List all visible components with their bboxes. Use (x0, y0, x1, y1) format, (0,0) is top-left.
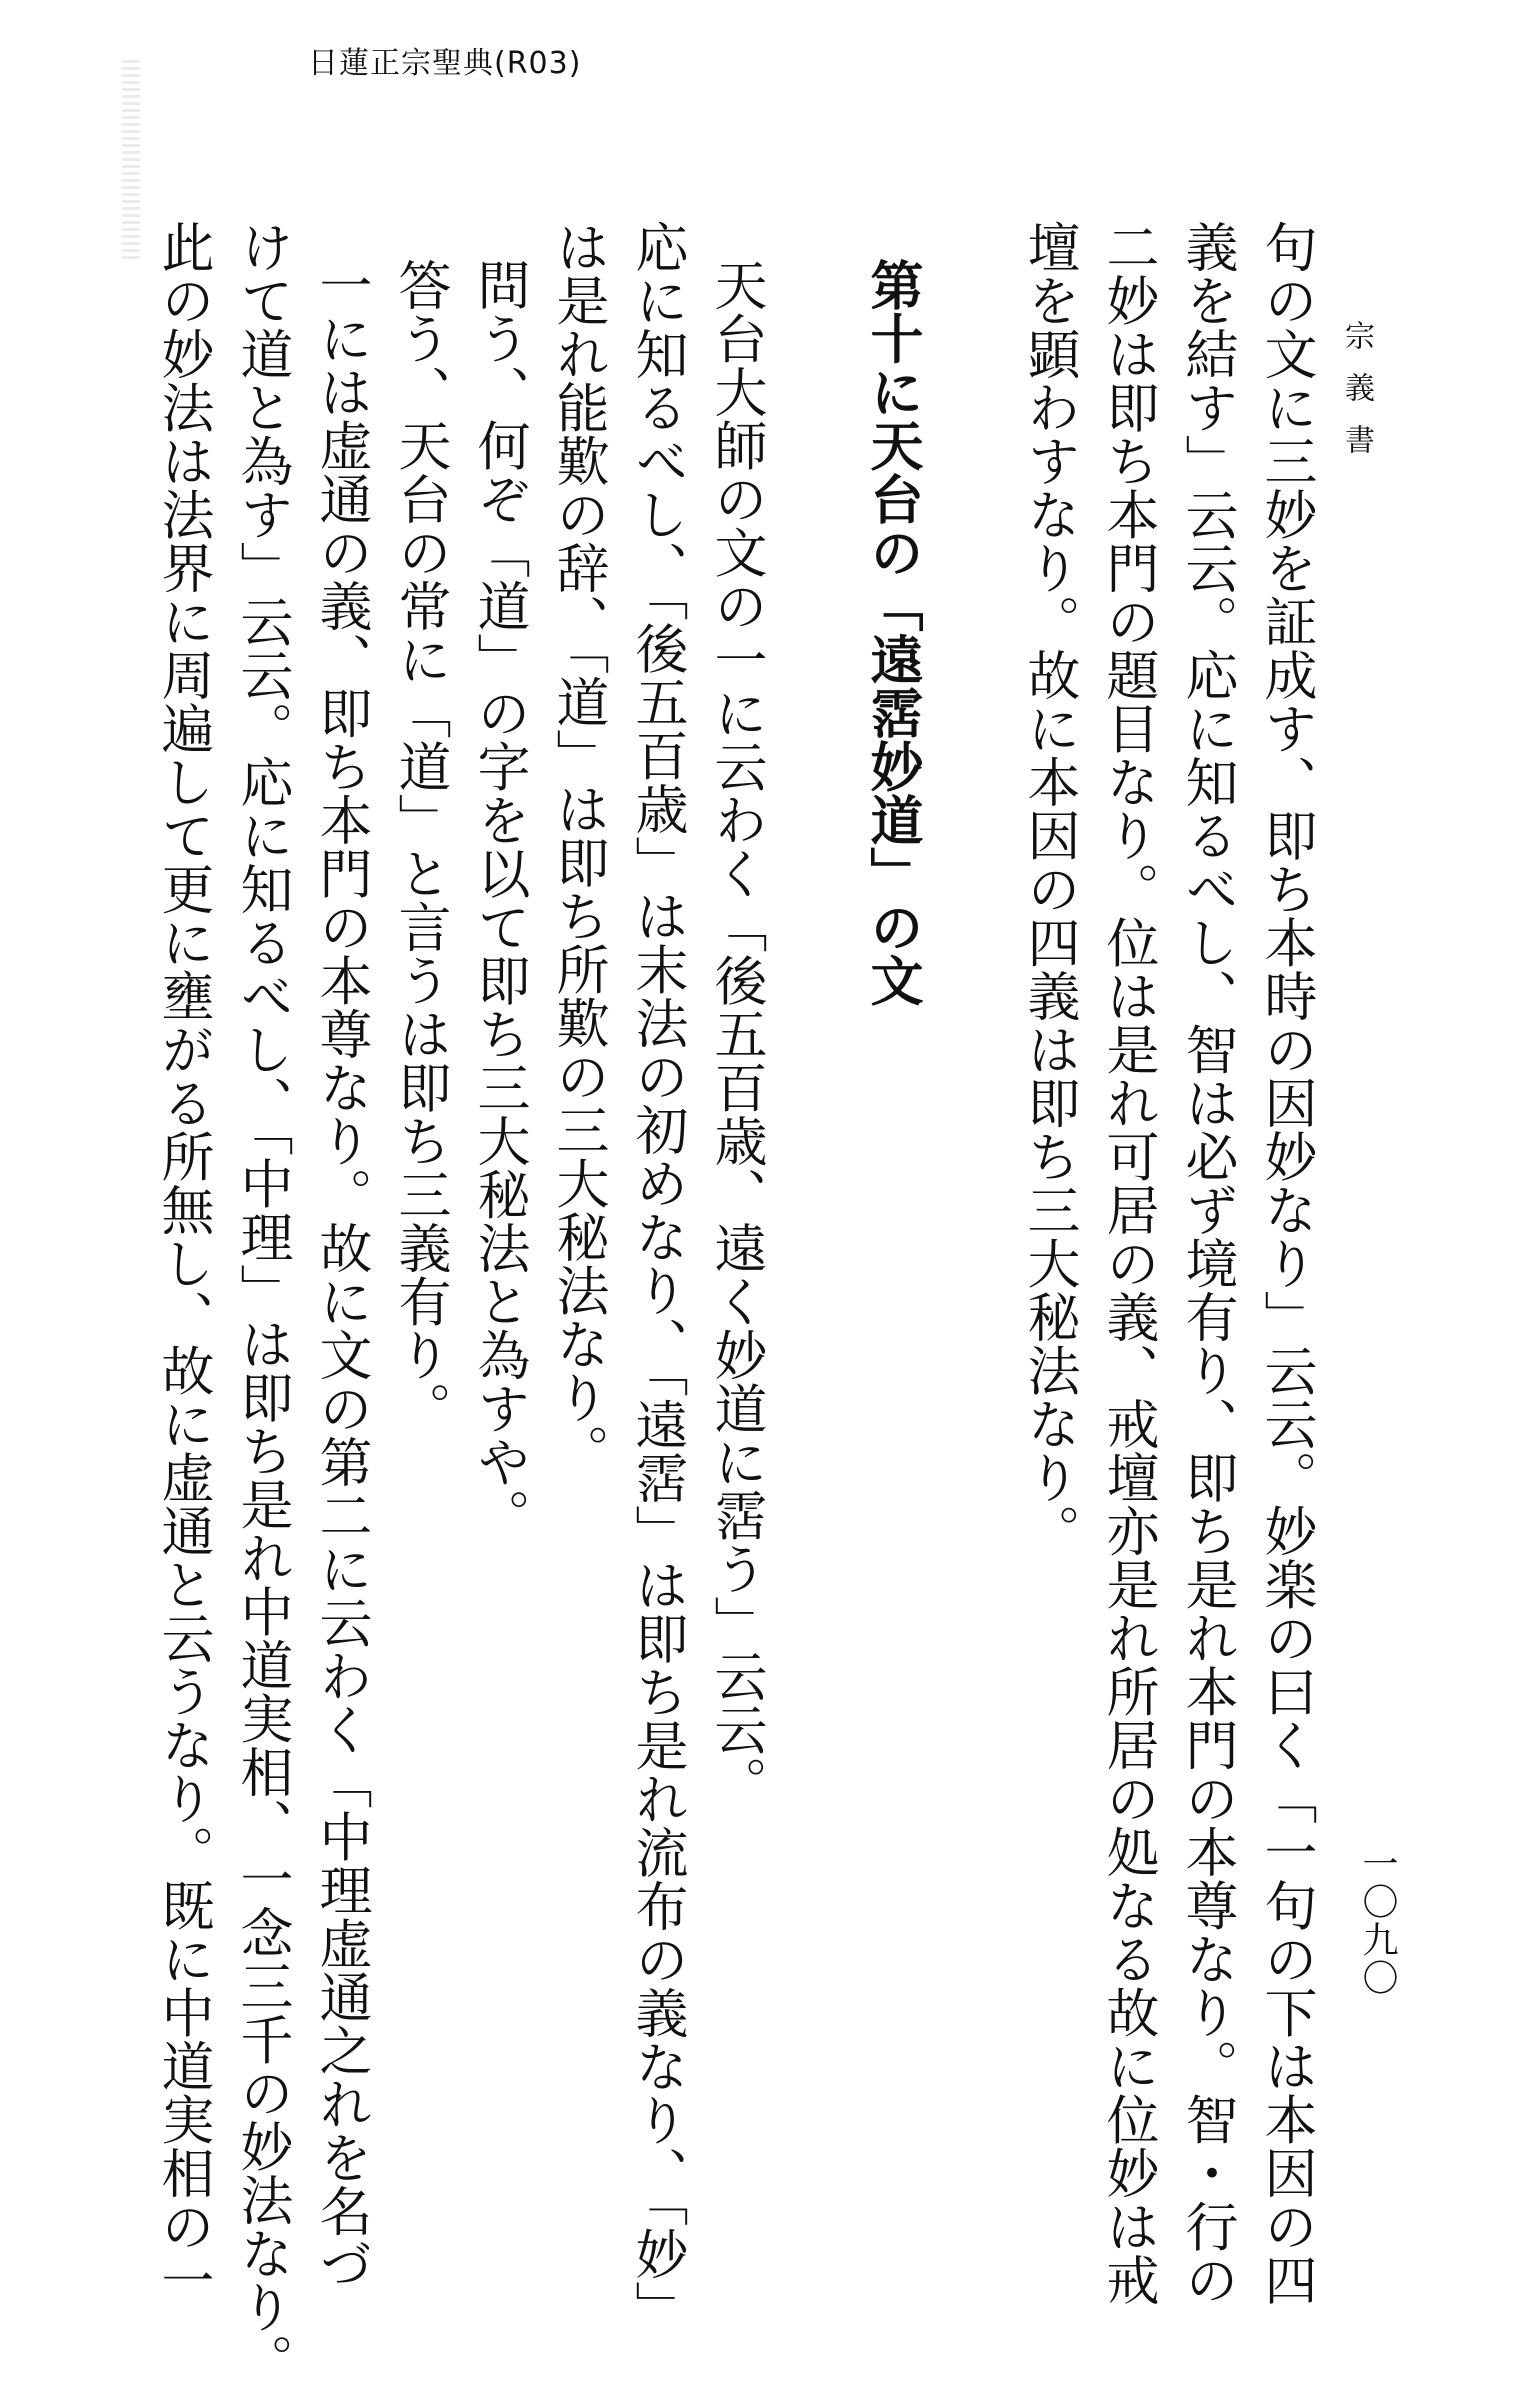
text-column-1: 句の文に三妙を証成す、即ち本時の因妙なり」云云。妙楽の曰く「一句の下は本因の四 (1256, 220, 1317, 2307)
text-column-7: は是れ能歎の辞、「道」は即ち所歎の三大秘法なり。 (548, 220, 609, 1478)
section-heading: 第十に天台の「遠霑妙道」の文 (862, 258, 924, 1007)
text-column-9: 答う、天台の常に「道」と言うは即ち三義有り。 (390, 258, 451, 1435)
text-column-8: 問う、何ぞ「道」の字を以て即ち三大秘法と為すや。 (469, 258, 530, 1542)
text-column-2: 義を結す」云云。応に知るべし、智は必ず境有り、即ち是れ本門の本尊なり。智・行の (1177, 220, 1238, 2307)
text-column-11: けて道と為す」云云。応に知るべし、「中理」は即ち是れ中道実相、一念三千の妙法なり。 (232, 220, 293, 2387)
text-column-4: 壇を顕わすなり。故に本因の四義は即ち三大秘法なり。 (1019, 220, 1080, 1558)
book-title: 日蓮正宗聖典(R03) (308, 46, 582, 81)
running-head: 宗義書 (1339, 320, 1374, 476)
text-column-10: 一には虚通の義、即ち本門の本尊なり。故に文の第二に云わく「中理虚通之れを名づ (311, 258, 372, 2291)
text-column-6: 応に知るべし、「後五百歳」は末法の初めなり、「遠霑」は即ち是れ流布の義なり、「妙」 (627, 220, 688, 2334)
text-column-5: 天台大師の文の一に云わく「後五百歳、遠く妙道に霑う」云云。 (706, 258, 767, 1810)
text-column-12: 此の妙法は法界に周遍して更に壅がる所無し、故に虚通と云うなり。既に中道実相の一 (153, 220, 214, 2307)
scan-margin-artifact (122, 60, 140, 260)
text-column-3: 二妙は即ち本門の題目なり。位は是れ可居の義、戒壇亦是れ所居の処なる故に位妙は戒 (1098, 220, 1159, 2307)
page-number: 一〇九〇 (1357, 1845, 1398, 1997)
